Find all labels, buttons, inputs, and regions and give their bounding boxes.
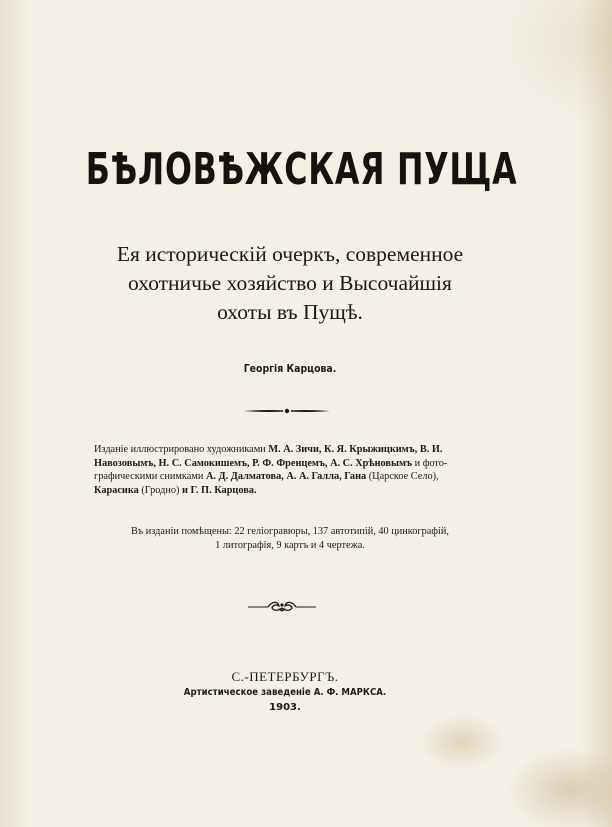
illustrators-names: М. А. Зичи, К. Я. Крыжицкимъ, В. И. (268, 444, 443, 455)
contents-note (80, 525, 500, 552)
book-subtitle (60, 240, 520, 327)
illustrators-line (94, 457, 486, 471)
contents-line: 1 литографiя, 9 картъ и 4 чертежа. (215, 539, 365, 551)
imprint-city: С.-ПЕТЕРБУРГЪ. (231, 669, 339, 684)
illustrators-line (94, 470, 486, 484)
illustrators-names: Навозовымъ, Н. С. Самокишемъ, Р. Ф. Френцемъ, А. С. Хрѣновымъ (94, 457, 413, 469)
illustrators-text: Изданiе иллюстрировано художниками (94, 444, 269, 455)
illustrators-names: А. Д. Далматова, А. А. Галла, Гана (205, 471, 367, 482)
imprint (0, 668, 570, 715)
decorative-rule-icon (244, 405, 330, 417)
illustrators-line (94, 443, 486, 457)
author-name: Георгiя Карцова. (243, 362, 337, 375)
illustrators-text: графическими снимками (94, 471, 206, 482)
illustrators-text: (Царское Село), (366, 471, 439, 482)
illustrators-names: Карасика (94, 484, 139, 496)
subtitle-line: Ея историческiй очеркъ, современное (116, 242, 464, 266)
subtitle-line: охотничье хозяйство и Высочайшiя (128, 271, 452, 295)
imprint-year: 1903. (269, 702, 301, 713)
illustrators-text: и фото- (412, 457, 448, 469)
subtitle-line: охоты въ Пущѣ. (217, 300, 363, 324)
floral-ornament-icon (248, 598, 316, 616)
illustrators-note (94, 443, 486, 497)
illustrators-line (94, 484, 486, 498)
book-title: БѢЛОВѢЖСКАЯ ПУЩА (85, 144, 518, 195)
illustrators-names: и Г. П. Карцова. (182, 484, 257, 496)
imprint-publisher: Артистическое заведенiе А. Ф. МАРКСА. (183, 687, 387, 698)
contents-line: Въ изданiи помѣщены: 22 гелiогравюры, 137 автотипiй, 40 цинкографiй, (131, 526, 449, 537)
illustrators-text: (Гродно) (138, 484, 183, 496)
